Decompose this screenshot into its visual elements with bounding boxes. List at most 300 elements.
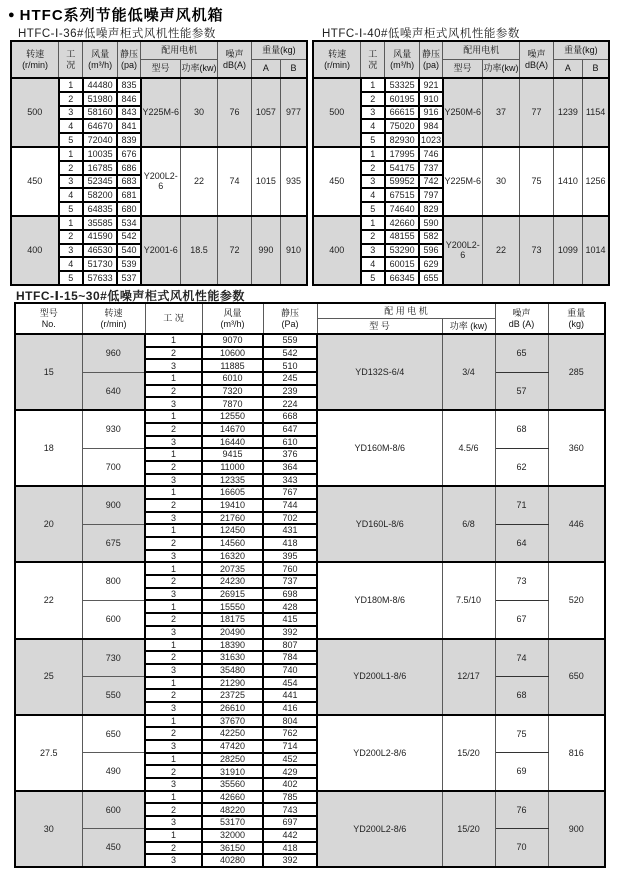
- pressure-cell: 737: [419, 161, 442, 175]
- flow-cell: 44480: [83, 78, 117, 92]
- pressure-cell: 683: [117, 175, 140, 189]
- pressure-cell: 676: [117, 147, 140, 161]
- pressure-cell: 582: [419, 230, 442, 244]
- pressure-cell: 376: [263, 448, 317, 461]
- flow-cell: 12550: [202, 410, 263, 423]
- pressure-cell: 680: [117, 202, 140, 216]
- noise-cell: 74: [495, 639, 548, 677]
- flow-cell: 28250: [202, 753, 263, 766]
- flow-cell: 16320: [202, 550, 263, 563]
- weight-cell: 816: [548, 715, 605, 791]
- pressure-cell: 744: [263, 499, 317, 512]
- condition-cell: 2: [361, 161, 385, 175]
- condition-cell: 1: [361, 78, 385, 92]
- flow-cell: 12335: [202, 474, 263, 487]
- pressure-cell: 829: [419, 202, 442, 216]
- motor-power-cell: 30: [482, 147, 520, 216]
- flow-cell: 20735: [202, 562, 263, 575]
- condition-cell: 3: [145, 702, 202, 715]
- pressure-cell: 916: [419, 106, 442, 120]
- motor-power-cell: 18.5: [180, 216, 218, 285]
- pressure-cell: 590: [419, 216, 442, 230]
- pressure-cell: 767: [263, 486, 317, 499]
- condition-cell: 2: [145, 461, 202, 474]
- pressure-cell: 746: [419, 147, 442, 161]
- flow-cell: 75020: [385, 119, 419, 133]
- header-motor-model: 型 号: [317, 319, 442, 335]
- flow-cell: 9070: [202, 334, 263, 347]
- bullet-icon: ●: [8, 9, 16, 21]
- header-pressure: 静压 (pa): [117, 41, 140, 78]
- condition-cell: 2: [59, 92, 83, 106]
- pressure-cell: 343: [263, 474, 317, 487]
- condition-cell: 3: [145, 436, 202, 449]
- flow-cell: 54175: [385, 161, 419, 175]
- pressure-cell: 510: [263, 359, 317, 372]
- weight-b-cell: 910: [281, 216, 307, 285]
- condition-cell: 4: [361, 188, 385, 202]
- flow-cell: 19410: [202, 499, 263, 512]
- header-noise: 噪声 dB (A): [495, 303, 548, 334]
- flow-cell: 64835: [83, 202, 117, 216]
- condition-cell: 2: [145, 423, 202, 436]
- condition-cell: 3: [361, 244, 385, 258]
- speed-cell: 600: [82, 791, 145, 829]
- motor-power-cell: 15/20: [442, 715, 495, 791]
- flow-cell: 10035: [83, 147, 117, 161]
- header-motor-power: 功率(kw): [482, 60, 520, 79]
- flow-cell: 64670: [83, 119, 117, 133]
- condition-cell: 3: [145, 778, 202, 791]
- weight-a-cell: 990: [251, 216, 280, 285]
- noise-cell: 75: [495, 715, 548, 753]
- condition-cell: 2: [145, 727, 202, 740]
- noise-cell: 73: [495, 562, 548, 600]
- flow-cell: 67515: [385, 188, 419, 202]
- noise-cell: 65: [495, 334, 548, 372]
- flow-cell: 11000: [202, 461, 263, 474]
- weight-b-cell: 935: [281, 147, 307, 216]
- flow-cell: 51730: [83, 257, 117, 271]
- condition-cell: 3: [59, 106, 83, 120]
- flow-cell: 14670: [202, 423, 263, 436]
- flow-cell: 9415: [202, 448, 263, 461]
- condition-cell: 3: [145, 588, 202, 601]
- table-big-subtitle: HTFC-Ⅰ-15~30#低噪声柜式风机性能参数: [16, 289, 245, 303]
- header-flow: 风量 (m³/h): [202, 303, 263, 334]
- pressure-cell: 559: [263, 334, 317, 347]
- weight-b-cell: 1154: [583, 78, 609, 147]
- header-motor-power: 功率 (kw): [442, 319, 495, 335]
- motor-power-cell: 22: [482, 216, 520, 285]
- flow-cell: 16605: [202, 486, 263, 499]
- pressure-cell: 984: [419, 119, 442, 133]
- condition-cell: 2: [145, 575, 202, 588]
- weight-a-cell: 1057: [251, 78, 280, 147]
- condition-cell: 5: [361, 202, 385, 216]
- speed-cell: 450: [82, 829, 145, 867]
- condition-cell: 1: [145, 524, 202, 537]
- pressure-cell: 1023: [419, 133, 442, 147]
- weight-a-cell: 1410: [553, 147, 582, 216]
- condition-cell: 4: [361, 257, 385, 271]
- speed-cell: 450: [11, 147, 59, 216]
- condition-cell: 4: [59, 188, 83, 202]
- flow-cell: 59952: [385, 175, 419, 189]
- flow-cell: 42660: [202, 791, 263, 804]
- header-weight-b: B: [281, 60, 307, 79]
- pressure-cell: 839: [117, 133, 140, 147]
- speed-cell: 650: [82, 715, 145, 753]
- header-weight-a: A: [251, 60, 280, 79]
- flow-cell: 31910: [202, 765, 263, 778]
- motor-power-cell: 15/20: [442, 791, 495, 867]
- condition-cell: 1: [145, 334, 202, 347]
- speed-cell: 730: [82, 639, 145, 677]
- flow-cell: 60015: [385, 257, 419, 271]
- noise-cell: 73: [520, 216, 553, 285]
- condition-cell: 3: [145, 626, 202, 639]
- speed-cell: 930: [82, 410, 145, 448]
- condition-cell: 3: [145, 550, 202, 563]
- model-no-cell: 15: [15, 334, 82, 410]
- condition-cell: 2: [145, 347, 202, 360]
- motor-power-cell: 7.5/10: [442, 562, 495, 638]
- motor-model-cell: YD160M-8/6: [317, 410, 442, 486]
- flow-cell: 10600: [202, 347, 263, 360]
- flow-cell: 31630: [202, 651, 263, 664]
- weight-cell: 520: [548, 562, 605, 638]
- header-motor-model: 型号: [443, 60, 483, 79]
- flow-cell: 23725: [202, 689, 263, 702]
- condition-cell: 3: [361, 175, 385, 189]
- noise-cell: 70: [495, 829, 548, 867]
- header-motor-power: 功率(kw): [180, 60, 218, 79]
- pressure-cell: 681: [117, 188, 140, 202]
- pressure-cell: 698: [263, 588, 317, 601]
- noise-cell: 76: [495, 791, 548, 829]
- condition-cell: 2: [145, 842, 202, 855]
- flow-cell: 35585: [83, 216, 117, 230]
- header-condition: 工 况: [361, 41, 385, 78]
- motor-model-cell: Y225M-6: [443, 147, 483, 216]
- motor-model-cell: Y250M-6: [443, 78, 483, 147]
- flow-cell: 60195: [385, 92, 419, 106]
- speed-cell: 900: [82, 486, 145, 524]
- noise-cell: 76: [218, 78, 251, 147]
- model-no-cell: 20: [15, 486, 82, 562]
- flow-cell: 35560: [202, 778, 263, 791]
- condition-cell: 5: [59, 202, 83, 216]
- condition-cell: 2: [145, 651, 202, 664]
- flow-cell: 7870: [202, 397, 263, 410]
- condition-cell: 3: [145, 512, 202, 525]
- pressure-cell: 655: [419, 271, 442, 285]
- flow-cell: 51980: [83, 92, 117, 106]
- model-no-cell: 27.5: [15, 715, 82, 791]
- condition-cell: 1: [145, 677, 202, 690]
- performance-table: [312, 40, 610, 286]
- speed-cell: 675: [82, 524, 145, 562]
- motor-model-cell: YD200L2-8/6: [317, 715, 442, 791]
- pressure-cell: 743: [263, 803, 317, 816]
- condition-cell: 3: [145, 854, 202, 867]
- header-speed: 转速 (r/min): [11, 41, 59, 78]
- pressure-cell: 647: [263, 423, 317, 436]
- motor-power-cell: 37: [482, 78, 520, 147]
- condition-cell: 4: [361, 119, 385, 133]
- pressure-cell: 245: [263, 372, 317, 385]
- noise-cell: 77: [520, 78, 553, 147]
- pressure-cell: 921: [419, 78, 442, 92]
- motor-power-cell: 6/8: [442, 486, 495, 562]
- condition-cell: 1: [145, 715, 202, 728]
- speed-cell: 450: [313, 147, 361, 216]
- speed-cell: 550: [82, 677, 145, 715]
- flow-cell: 53325: [385, 78, 419, 92]
- pressure-cell: 841: [117, 119, 140, 133]
- pressure-cell: 418: [263, 842, 317, 855]
- condition-cell: 4: [59, 257, 83, 271]
- flow-cell: 48220: [202, 803, 263, 816]
- weight-a-cell: 1239: [553, 78, 582, 147]
- pressure-cell: 224: [263, 397, 317, 410]
- condition-cell: 2: [145, 803, 202, 816]
- condition-cell: 5: [59, 133, 83, 147]
- flow-cell: 57633: [83, 271, 117, 285]
- flow-cell: 32000: [202, 829, 263, 842]
- motor-model-cell: YD200L2-8/6: [317, 791, 442, 867]
- condition-cell: 1: [145, 600, 202, 613]
- flow-cell: 17995: [385, 147, 419, 161]
- header-weight-a: A: [553, 60, 582, 79]
- pressure-cell: 364: [263, 461, 317, 474]
- noise-cell: 62: [495, 448, 548, 486]
- pressure-cell: 428: [263, 600, 317, 613]
- header-weight: 重量(kg): [553, 41, 609, 60]
- header-speed: 转速 (r/min): [82, 303, 145, 334]
- motor-model-cell: Y200L2-6: [141, 147, 181, 216]
- flow-cell: 58200: [83, 188, 117, 202]
- pressure-cell: 797: [419, 188, 442, 202]
- noise-cell: 72: [218, 216, 251, 285]
- speed-cell: 400: [313, 216, 361, 285]
- pressure-cell: 431: [263, 524, 317, 537]
- speed-cell: 500: [313, 78, 361, 147]
- weight-cell: 285: [548, 334, 605, 410]
- speed-cell: 490: [82, 753, 145, 791]
- pressure-cell: 402: [263, 778, 317, 791]
- header-pressure: 静压 (pa): [419, 41, 442, 78]
- flow-cell: 16440: [202, 436, 263, 449]
- weight-cell: 900: [548, 791, 605, 867]
- flow-cell: 46530: [83, 244, 117, 258]
- condition-cell: 2: [145, 537, 202, 550]
- pressure-cell: 416: [263, 702, 317, 715]
- pressure-cell: 737: [263, 575, 317, 588]
- flow-cell: 53170: [202, 816, 263, 829]
- condition-cell: 1: [59, 216, 83, 230]
- speed-cell: 400: [11, 216, 59, 285]
- weight-a-cell: 1015: [251, 147, 280, 216]
- condition-cell: 4: [59, 119, 83, 133]
- table-36-subtitle: HTFC-Ⅰ-36#低噪声柜式风机性能参数: [18, 28, 216, 40]
- speed-cell: 500: [11, 78, 59, 147]
- condition-cell: 3: [59, 244, 83, 258]
- speed-cell: 800: [82, 562, 145, 600]
- header-pressure: 静压 (Pa): [263, 303, 317, 334]
- header-noise: 噪声 dB(A): [218, 41, 251, 78]
- motor-power-cell: 4.5/6: [442, 410, 495, 486]
- flow-cell: 18175: [202, 613, 263, 626]
- performance-table-15-30: [14, 302, 606, 868]
- condition-cell: 3: [145, 740, 202, 753]
- pressure-cell: 762: [263, 727, 317, 740]
- condition-cell: 2: [145, 499, 202, 512]
- pressure-cell: 686: [117, 161, 140, 175]
- condition-cell: 1: [145, 372, 202, 385]
- pressure-cell: 835: [117, 78, 140, 92]
- condition-cell: 2: [59, 161, 83, 175]
- pressure-cell: 629: [419, 257, 442, 271]
- model-no-cell: 25: [15, 639, 82, 715]
- header-speed: 转速 (r/min): [313, 41, 361, 78]
- noise-cell: 57: [495, 372, 548, 410]
- pressure-cell: 452: [263, 753, 317, 766]
- flow-cell: 12450: [202, 524, 263, 537]
- condition-cell: 2: [59, 230, 83, 244]
- pressure-cell: 542: [263, 347, 317, 360]
- condition-cell: 1: [361, 216, 385, 230]
- condition-cell: 3: [145, 816, 202, 829]
- page-title-text: HTFC系列节能低噪声风机箱: [19, 7, 224, 24]
- flow-cell: 20490: [202, 626, 263, 639]
- motor-power-cell: 30: [180, 78, 218, 147]
- flow-cell: 18390: [202, 639, 263, 652]
- model-no-cell: 22: [15, 562, 82, 638]
- condition-cell: 1: [145, 410, 202, 423]
- pressure-cell: 843: [117, 106, 140, 120]
- condition-cell: 1: [361, 147, 385, 161]
- header-weight: 重量 (kg): [548, 303, 605, 334]
- noise-cell: 74: [218, 147, 251, 216]
- pressure-cell: 714: [263, 740, 317, 753]
- table-40: [312, 40, 610, 286]
- flow-cell: 35480: [202, 664, 263, 677]
- table-36: [10, 40, 308, 286]
- condition-cell: 3: [361, 106, 385, 120]
- condition-cell: 3: [59, 175, 83, 189]
- flow-cell: 7320: [202, 385, 263, 398]
- condition-cell: 3: [145, 397, 202, 410]
- flow-cell: 6010: [202, 372, 263, 385]
- noise-cell: 67: [495, 600, 548, 638]
- flow-cell: 40280: [202, 854, 263, 867]
- flow-cell: 74640: [385, 202, 419, 216]
- flow-cell: 37670: [202, 715, 263, 728]
- condition-cell: 1: [145, 562, 202, 575]
- condition-cell: 2: [145, 385, 202, 398]
- speed-cell: 960: [82, 334, 145, 372]
- pressure-cell: 742: [419, 175, 442, 189]
- condition-cell: 1: [145, 639, 202, 652]
- motor-model-cell: YD200L1-8/6: [317, 639, 442, 715]
- condition-cell: 1: [59, 147, 83, 161]
- condition-cell: 1: [145, 791, 202, 804]
- condition-cell: 2: [361, 230, 385, 244]
- weight-b-cell: 1256: [583, 147, 609, 216]
- condition-cell: 5: [59, 271, 83, 285]
- noise-cell: 64: [495, 524, 548, 562]
- pressure-cell: 418: [263, 537, 317, 550]
- motor-model-cell: YD180M-8/6: [317, 562, 442, 638]
- flow-cell: 48155: [385, 230, 419, 244]
- noise-cell: 71: [495, 486, 548, 524]
- pressure-cell: 415: [263, 613, 317, 626]
- flow-cell: 21760: [202, 512, 263, 525]
- header-flow: 风量 (m³/h): [385, 41, 419, 78]
- weight-cell: 446: [548, 486, 605, 562]
- header-motor: 配用电机: [141, 41, 218, 60]
- header-weight-b: B: [583, 60, 609, 79]
- pressure-cell: 785: [263, 791, 317, 804]
- flow-cell: 42660: [385, 216, 419, 230]
- flow-cell: 72040: [83, 133, 117, 147]
- condition-cell: 1: [145, 486, 202, 499]
- page-title: [8, 4, 224, 25]
- pressure-cell: 784: [263, 651, 317, 664]
- pressure-cell: 539: [117, 257, 140, 271]
- flow-cell: 26915: [202, 588, 263, 601]
- motor-model-cell: Y2001-6: [141, 216, 181, 285]
- noise-cell: 68: [495, 410, 548, 448]
- condition-cell: 2: [145, 613, 202, 626]
- flow-cell: 82930: [385, 133, 419, 147]
- flow-cell: 41590: [83, 230, 117, 244]
- pressure-cell: 702: [263, 512, 317, 525]
- header-noise: 噪声 dB(A): [520, 41, 553, 78]
- condition-cell: 2: [361, 92, 385, 106]
- motor-model-cell: Y200L2-6: [443, 216, 483, 285]
- header-condition: 工 况: [145, 303, 202, 334]
- pressure-cell: 454: [263, 677, 317, 690]
- header-motor-model: 型号: [141, 60, 181, 79]
- condition-cell: 5: [361, 133, 385, 147]
- pressure-cell: 534: [117, 216, 140, 230]
- weight-a-cell: 1099: [553, 216, 582, 285]
- pressure-cell: 429: [263, 765, 317, 778]
- speed-cell: 700: [82, 448, 145, 486]
- flow-cell: 16785: [83, 161, 117, 175]
- condition-cell: 1: [145, 753, 202, 766]
- condition-cell: 5: [361, 271, 385, 285]
- condition-cell: 1: [59, 78, 83, 92]
- flow-cell: 52345: [83, 175, 117, 189]
- pressure-cell: 596: [419, 244, 442, 258]
- pressure-cell: 846: [117, 92, 140, 106]
- flow-cell: 58160: [83, 106, 117, 120]
- pressure-cell: 392: [263, 626, 317, 639]
- pressure-cell: 392: [263, 854, 317, 867]
- pressure-cell: 540: [117, 244, 140, 258]
- condition-cell: 2: [145, 689, 202, 702]
- flow-cell: 15550: [202, 600, 263, 613]
- noise-cell: 75: [520, 147, 553, 216]
- flow-cell: 26610: [202, 702, 263, 715]
- flow-cell: 53290: [385, 244, 419, 258]
- weight-b-cell: 977: [281, 78, 307, 147]
- pressure-cell: 807: [263, 639, 317, 652]
